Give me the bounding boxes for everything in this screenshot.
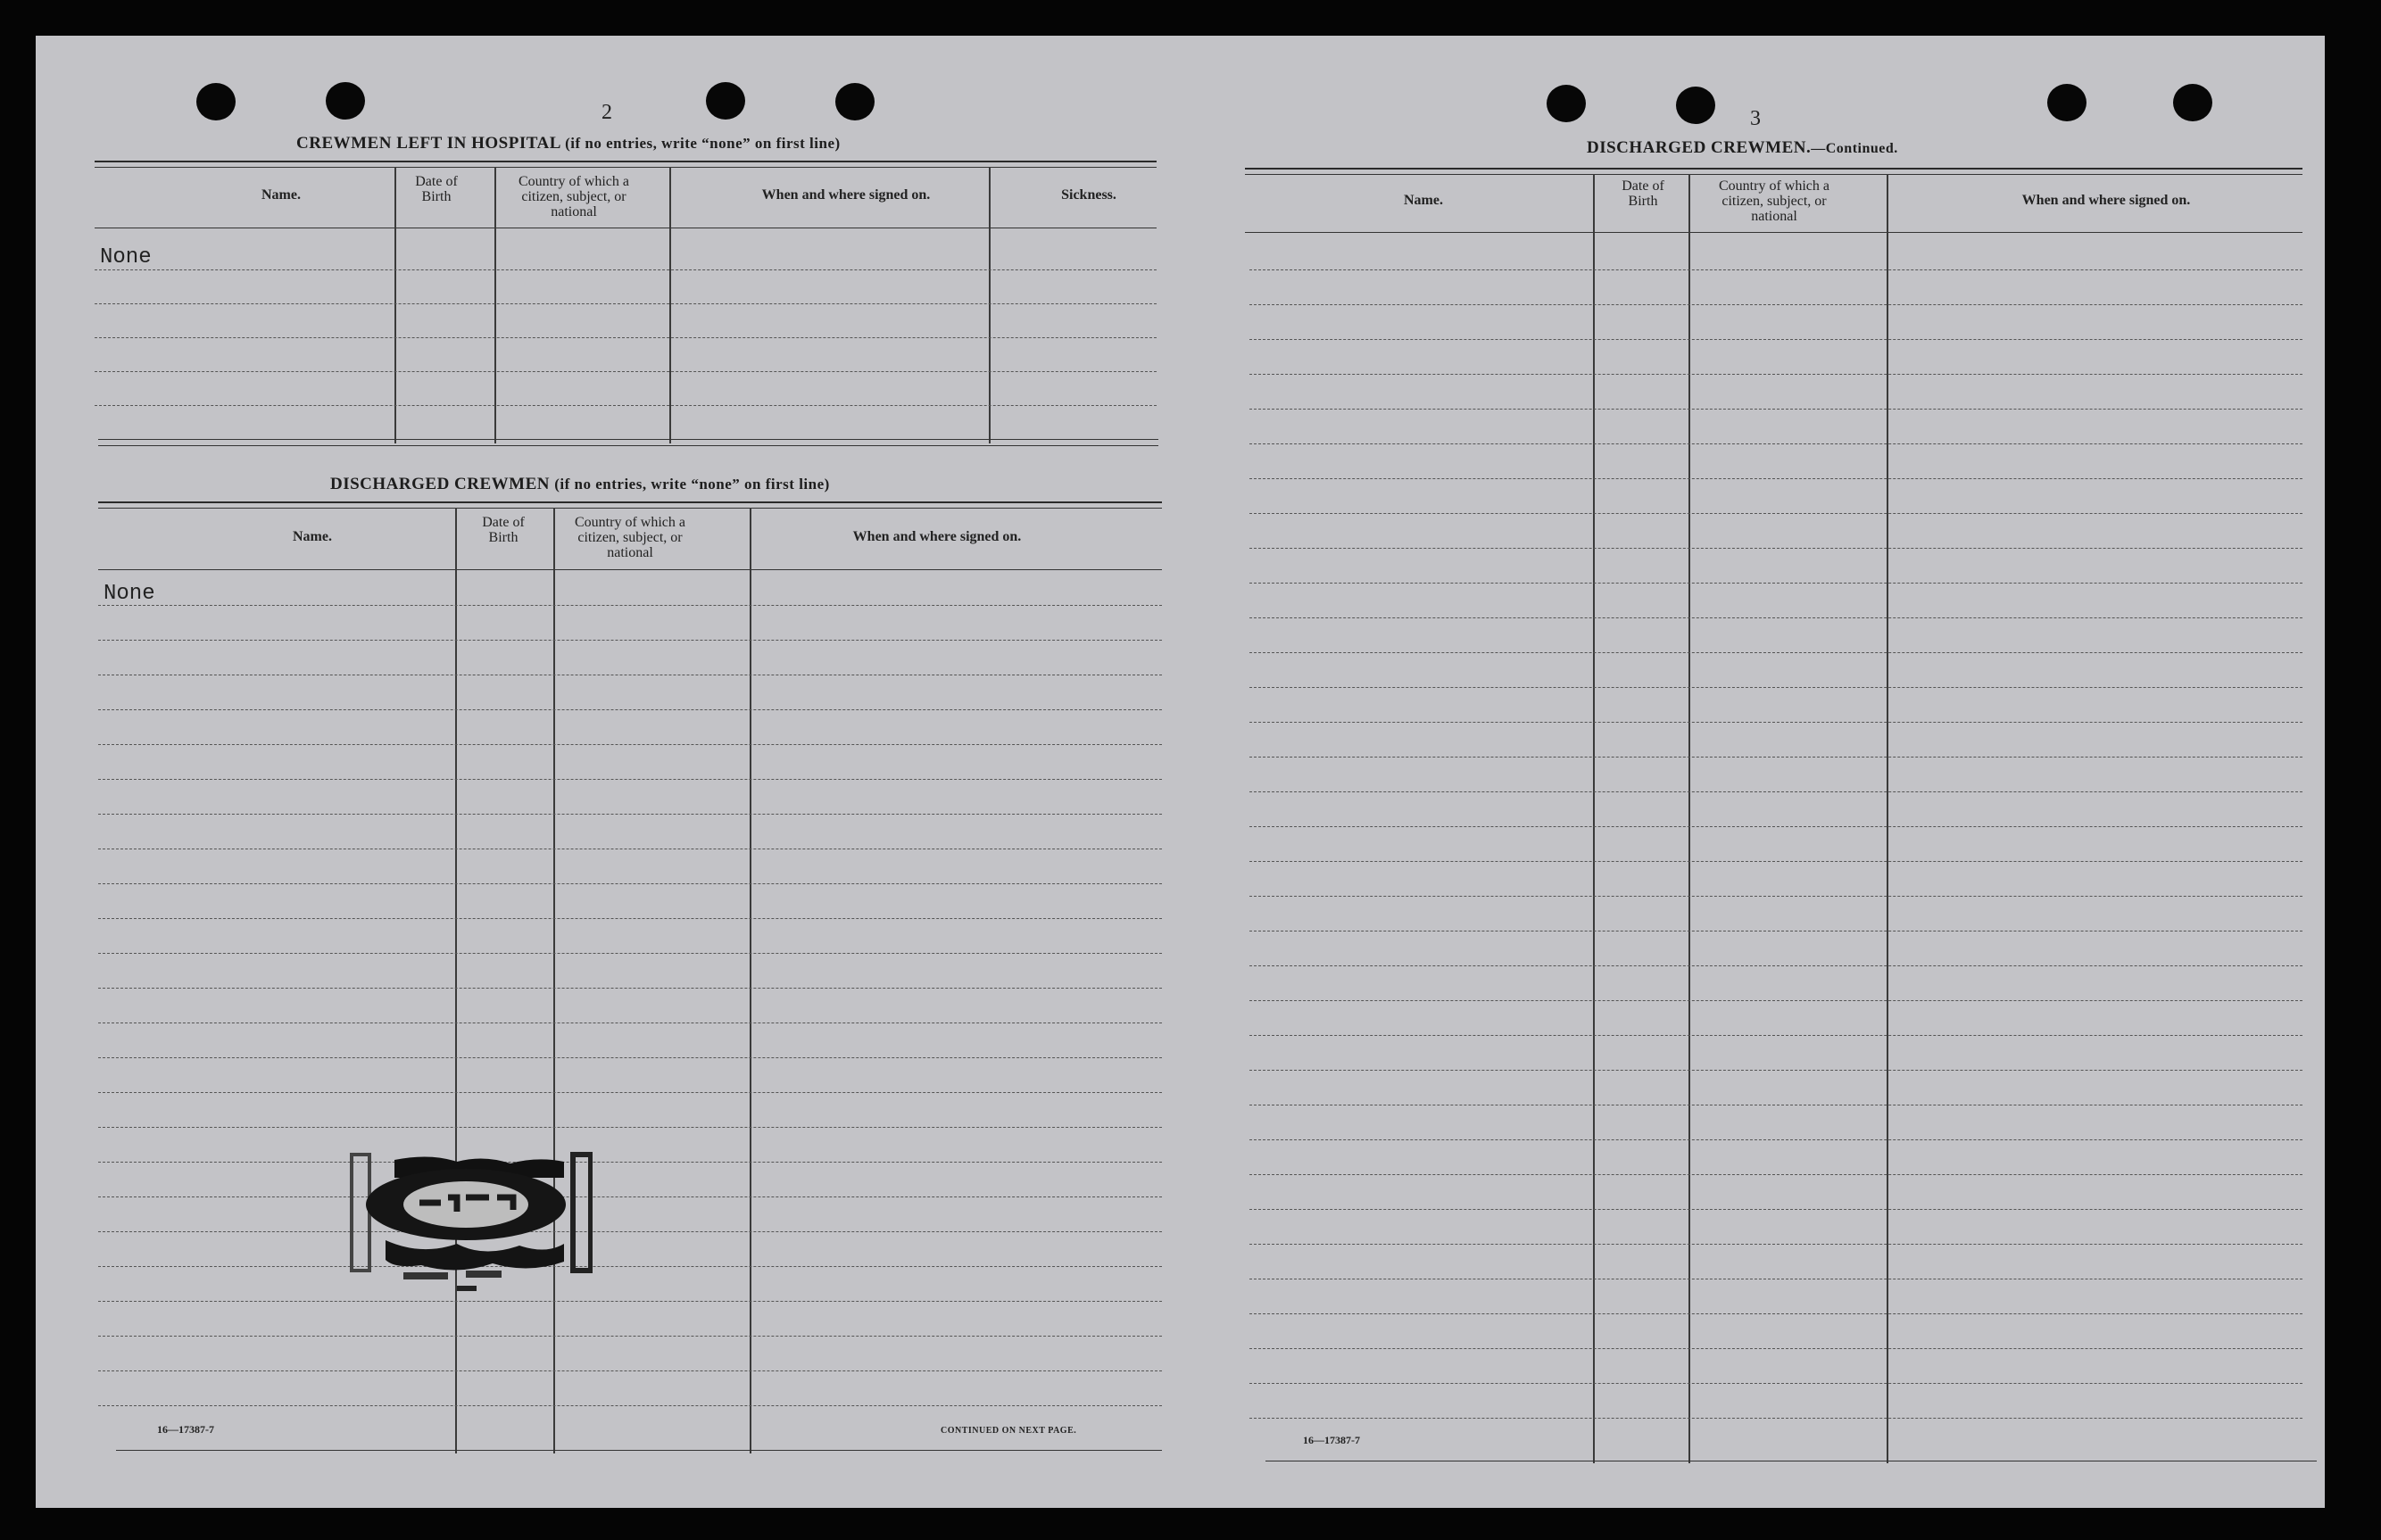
col-header-sickness: Sickness. (1061, 187, 1116, 203)
punch-hole (1547, 85, 1586, 122)
col-header-date-of-birth: Date of Birth (415, 174, 458, 204)
entry-line (1249, 478, 2302, 479)
official-stamp (350, 1151, 593, 1312)
column-divider (1887, 174, 1888, 1463)
entry-line (1249, 1174, 2302, 1175)
entry-line (98, 1231, 1162, 1232)
discharged-title-text: DISCHARGED CREWMEN (330, 475, 550, 493)
continued-title-text: DISCHARGED CREWMEN. (1587, 138, 1812, 157)
entry-line (98, 883, 1162, 884)
col-header-signed-on: When and where signed on. (852, 529, 1022, 544)
col-header-name: Name. (261, 187, 301, 203)
punch-hole (706, 82, 745, 120)
discharged-instruction: (if no entries, write “none” on first line) (554, 476, 830, 493)
entry-line (98, 1196, 1162, 1197)
continued-label: —Continued. (1811, 141, 1898, 156)
entry-line (98, 1092, 1162, 1093)
discharged-bottom-rule (116, 1450, 1162, 1451)
continued-section-title (1587, 138, 1898, 158)
column-divider (494, 167, 496, 443)
entry-line (98, 1127, 1162, 1128)
entry-line (98, 814, 1162, 815)
entry-line (1249, 791, 2302, 792)
entry-line (1249, 1035, 2302, 1036)
page-number: 2 (601, 101, 612, 124)
page-number: 3 (1750, 107, 1761, 130)
entry-line (1249, 896, 2302, 897)
entry-line (1249, 861, 2302, 862)
punch-hole (2173, 84, 2212, 121)
entry-line (1249, 513, 2302, 514)
entry-line (1249, 583, 2302, 584)
entry-line (1249, 374, 2302, 375)
entry-line (98, 640, 1162, 641)
discharged-first-entry: None (104, 582, 155, 606)
entry-line (95, 371, 1157, 372)
discharged-top-rule-2 (98, 508, 1162, 509)
hospital-top-rule-2 (95, 167, 1157, 168)
entry-line (1249, 722, 2302, 723)
entry-line (98, 779, 1162, 780)
discharged-section-title (330, 475, 830, 494)
entry-line (98, 1162, 1162, 1163)
entry-line (98, 1301, 1162, 1302)
form-number: 16—17387-7 (157, 1423, 214, 1436)
col-header-country: Country of which a citizen, subject, or national (575, 515, 685, 560)
entry-line (1249, 548, 2302, 549)
entry-line (98, 1336, 1162, 1337)
entry-line (98, 953, 1162, 954)
entry-line (1249, 965, 2302, 966)
col-header-name: Name. (293, 529, 332, 544)
discharged-top-rule (98, 501, 1162, 503)
punch-hole (835, 83, 875, 120)
entry-line (98, 605, 1162, 606)
column-divider (553, 508, 555, 1453)
entry-line (1249, 652, 2302, 653)
column-divider (1593, 174, 1595, 1463)
form-number: 16—17387-7 (1303, 1434, 1360, 1446)
entry-line (98, 1405, 1162, 1406)
col-header-country: Country of which a citizen, subject, or national (519, 174, 629, 219)
entry-line (1249, 1418, 2302, 1419)
entry-line (1249, 269, 2302, 270)
entry-line (1249, 1139, 2302, 1140)
hospital-section-title (296, 134, 841, 153)
right-header-rule (1245, 232, 2302, 233)
entry-line (95, 303, 1157, 304)
entry-line (98, 709, 1162, 710)
entry-line (1249, 304, 2302, 305)
column-divider (989, 167, 991, 443)
col-header-signed-on: When and where signed on. (2021, 193, 2191, 208)
entry-line (95, 405, 1157, 406)
entry-line (98, 1057, 1162, 1058)
hospital-first-entry: None (100, 245, 152, 269)
discharged-header-rule (98, 569, 1162, 570)
entry-line (1249, 409, 2302, 410)
hospital-bottom-rule (98, 439, 1158, 440)
entry-line (95, 337, 1157, 338)
hospital-title-text: CREWMEN LEFT IN HOSPITAL (296, 134, 560, 153)
right-top-rule-2 (1245, 174, 2302, 175)
entry-line (1249, 617, 2302, 618)
punch-hole (1676, 87, 1715, 124)
punch-hole (196, 83, 236, 120)
entry-line (98, 918, 1162, 919)
entry-line (1249, 757, 2302, 758)
entry-line (98, 988, 1162, 989)
col-header-date-of-birth: Date of Birth (1622, 178, 1664, 209)
entry-line (1249, 1383, 2302, 1384)
punch-hole (326, 82, 365, 120)
entry-line (1249, 1313, 2302, 1314)
entry-line (1249, 339, 2302, 340)
column-divider (455, 508, 457, 1453)
entry-line (98, 1370, 1162, 1371)
entry-line (1249, 1244, 2302, 1245)
entry-line (1249, 687, 2302, 688)
right-top-rule (1245, 168, 2302, 170)
column-divider (1688, 174, 1690, 1463)
col-header-country: Country of which a citizen, subject, or national (1719, 178, 1829, 224)
document-sheet (36, 36, 2325, 1508)
entry-line (1249, 1209, 2302, 1210)
col-header-signed-on: When and where signed on. (761, 187, 931, 203)
entry-line (95, 269, 1157, 270)
column-divider (750, 508, 751, 1453)
continued-note: CONTINUED ON NEXT PAGE. (941, 1426, 1077, 1436)
entry-line (1249, 1070, 2302, 1071)
entry-line (98, 1266, 1162, 1267)
entry-line (98, 744, 1162, 745)
entry-line (1249, 1348, 2302, 1349)
hospital-instruction: (if no entries, write “none” on first line) (565, 135, 841, 152)
entry-line (1249, 443, 2302, 444)
punch-hole (2047, 84, 2086, 121)
col-header-date-of-birth: Date of Birth (482, 515, 525, 545)
hospital-top-rule (95, 161, 1157, 162)
entry-line (1249, 826, 2302, 827)
hospital-bottom-rule-2 (98, 445, 1158, 446)
col-header-name: Name. (1404, 193, 1443, 208)
entry-line (1249, 1000, 2302, 1001)
column-divider (394, 167, 396, 443)
column-divider (669, 167, 671, 443)
